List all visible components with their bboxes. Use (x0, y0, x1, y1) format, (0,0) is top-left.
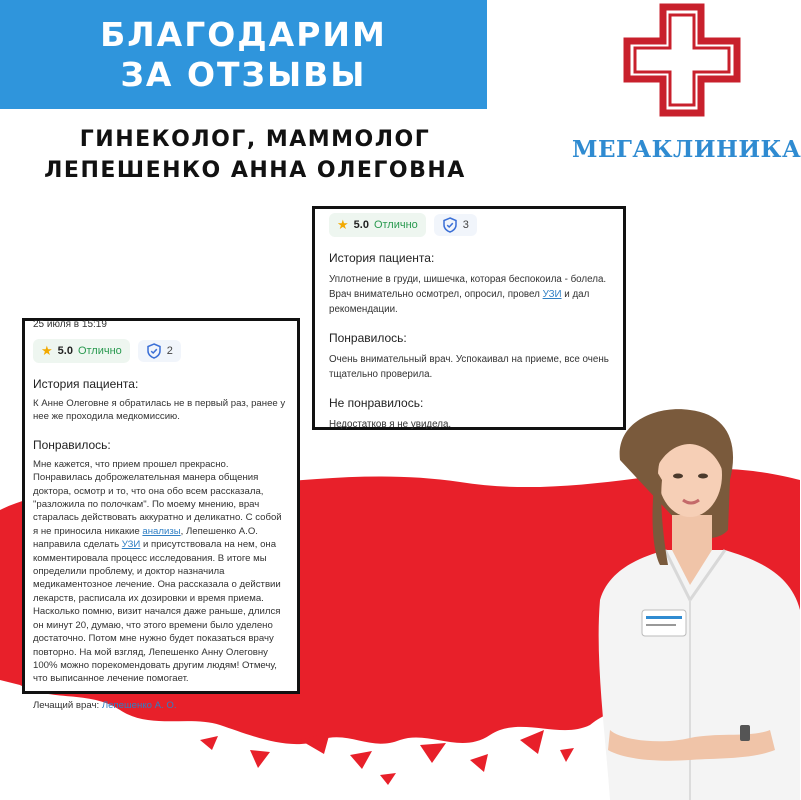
rating-badge (329, 213, 426, 237)
banner-title-line-2: ЗА ОТЗЫВЫ (120, 54, 367, 94)
verified-count: 2 (166, 345, 173, 357)
review-date: 25 июля в 15:19 (33, 319, 107, 330)
history-text-part: Уплотнение в груди, шишечка, которая беспокоила - болела. Врач внимательно осмотрел, опросил, провел (329, 274, 607, 300)
history-text-part: и дал рекомендации. (329, 289, 590, 315)
treating-doctor-label: Лечащий врач: (33, 699, 100, 711)
history-text: К Анне Олеговне я обратилась не в первый раз, ранее у нее же проходила медкомиссию. (33, 398, 286, 423)
star-icon: ★ (41, 343, 53, 358)
verified-badge[interactable] (434, 214, 477, 236)
shield-check-icon (442, 217, 458, 233)
analyses-link[interactable]: анализы (142, 525, 181, 537)
doctor-name: ЛЕПЕШЕНКО АННА ОЛЕГОВНА (44, 158, 466, 183)
uzi-link[interactable]: УЗИ (121, 539, 141, 551)
rating-quality: Отлично (373, 219, 418, 231)
liked-text: Очень внимательный врач. Успокаивал на приеме, все очень тщательно проверила. (329, 354, 609, 380)
liked-text-part: , Лепешенко А.О. направила сделать (33, 525, 258, 551)
shield-check-icon (146, 343, 162, 359)
liked-text-part: Мне кажется, что прием прошел прекрасно. Понравилась доброжелательная манера общения доктора, осмотр и то, что она обо всем рассказала, "разложила по полочкам". По моему мнению, врач старалась действовать аккуратно и деликатно. С собой я не приносила никакие (33, 458, 282, 537)
liked-text (33, 458, 289, 686)
review-meta (33, 339, 289, 363)
liked-title: Понравилось: (329, 331, 407, 345)
uzi-link[interactable]: УЗИ (542, 289, 562, 300)
disliked-text: Недостатков я не увидела. (329, 419, 452, 430)
history-text (329, 272, 609, 317)
review-meta (329, 213, 609, 237)
verified-badge[interactable] (138, 340, 181, 362)
liked-title: Понравилось: (33, 437, 111, 452)
treating-doctor (33, 700, 289, 711)
banner-title-line-1: БЛАГОДАРИМ (100, 14, 387, 54)
history-title: История пациента: (33, 377, 139, 391)
disliked-title: Не понравилось: (329, 396, 424, 410)
review-card-left (22, 318, 300, 711)
doctor-specialty: ГИНЕКОЛОГ, МАММОЛОГ (79, 127, 431, 152)
star-icon: ★ (337, 217, 349, 232)
rating-badge (33, 339, 130, 363)
rating-score: 5.0 (353, 219, 369, 231)
clinic-logo-text: МЕГАКЛИНИКА (572, 136, 801, 163)
rating-quality: Отлично (77, 345, 122, 357)
rating-score: 5.0 (57, 345, 73, 357)
doctor-photo (590, 400, 800, 800)
verified-count: 3 (462, 219, 469, 231)
review-card-right (312, 206, 626, 430)
doctor-title (40, 124, 470, 186)
treating-doctor-link[interactable]: Лепешенко А. О. (101, 699, 177, 711)
red-cross-icon (623, 3, 741, 117)
liked-text-part: и присутствовала на нем, она комментировала процесс исследования. В итоге мы определили проблему, и доктор назначила медикаментозное лечение. Она рассказала о действии лекарств, расписала их дозировки и время приема. Насколько помню, визит начался даже раньше, длился он минут 20, думаю, что этого времени было уделено достаточно. Потом мне нужно будет показаться врачу повторно. На мой взгляд, Лепешенко Анну Олеговну 100% можно порекомендовать другим людям! Отмечу, что выписанное лечение помогает. (33, 539, 281, 685)
history-title: История пациента: (329, 251, 435, 265)
thanks-banner (0, 0, 487, 109)
